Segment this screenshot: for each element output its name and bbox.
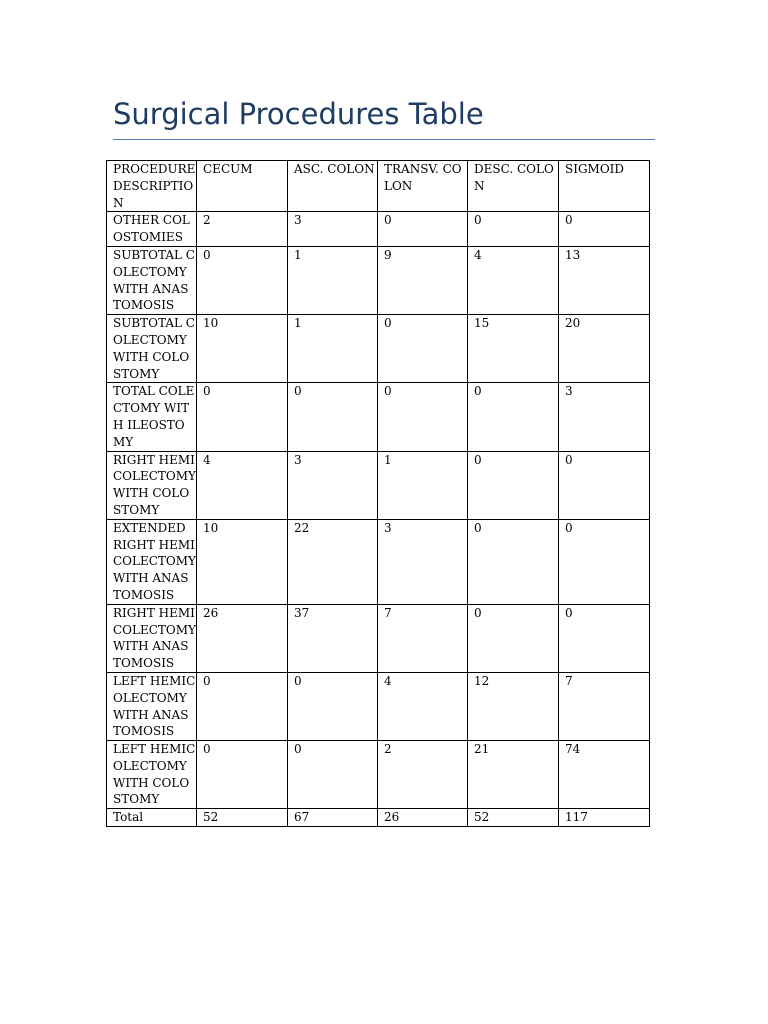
procedure-label: TOTAL COLECTOMY WITH ILEOSTOMY <box>113 384 195 449</box>
value-cell <box>559 315 650 383</box>
total-value-cell <box>378 809 468 827</box>
header-cell <box>378 161 468 212</box>
value-cell <box>378 519 468 604</box>
procedure-label: SUBTOTAL COLECTOMY WITH ANASTOMOSIS <box>113 247 195 313</box>
cell-value: 0 <box>565 452 573 467</box>
value-cell <box>288 246 378 314</box>
value-cell <box>288 383 378 451</box>
cell-value: 4 <box>474 247 482 262</box>
cell-value: 22 <box>294 520 310 535</box>
cell-value: 1 <box>294 247 302 262</box>
value-cell <box>197 672 288 740</box>
total-value-cell <box>197 809 288 827</box>
value-cell <box>288 315 378 383</box>
procedure-label: RIGHT HEMICOLECTOMY WITH COLOSTOMY <box>113 452 196 517</box>
cell-value: 1 <box>384 452 392 467</box>
value-cell <box>197 315 288 383</box>
table-row <box>107 451 650 519</box>
value-cell <box>288 741 378 809</box>
cell-value: 0 <box>294 673 302 688</box>
value-cell <box>288 451 378 519</box>
procedure-cell <box>107 383 197 451</box>
table-total-row <box>107 809 650 827</box>
cell-value: 37 <box>294 605 310 620</box>
value-cell <box>468 604 559 672</box>
value-cell <box>197 604 288 672</box>
cell-value: 0 <box>565 213 573 228</box>
cell-value: 0 <box>384 316 392 331</box>
cell-value: 4 <box>384 673 392 688</box>
value-cell <box>378 246 468 314</box>
cell-value: 9 <box>384 247 392 262</box>
value-cell <box>288 672 378 740</box>
procedure-cell <box>107 672 197 740</box>
value-cell <box>559 383 650 451</box>
value-cell <box>559 604 650 672</box>
value-cell <box>559 246 650 314</box>
value-cell <box>197 519 288 604</box>
cell-value: 13 <box>565 247 581 262</box>
total-label: Total <box>113 810 144 825</box>
cell-value: 0 <box>203 247 211 262</box>
cell-value: 12 <box>474 673 490 688</box>
header-desc-colon: DESC. COLON <box>474 162 554 193</box>
value-cell <box>468 212 559 247</box>
header-procedure-description: PROCEDURE DESCRIPTION <box>113 162 196 210</box>
cell-value: 0 <box>474 520 482 535</box>
value-cell <box>559 519 650 604</box>
cell-value: 0 <box>565 605 573 620</box>
value-cell <box>288 604 378 672</box>
cell-value: 3 <box>565 384 573 399</box>
value-cell <box>559 741 650 809</box>
procedure-label: EXTENDED RIGHT HEMICOLECTOMY WITH ANASTOMOSIS <box>113 520 196 602</box>
header-cell <box>107 161 197 212</box>
cell-value: 0 <box>474 213 482 228</box>
cell-value: 10 <box>203 520 219 535</box>
header-cell <box>468 161 559 212</box>
cell-value: 74 <box>565 742 581 757</box>
table-row <box>107 604 650 672</box>
procedure-label: LEFT HEMICOLECTOMY WITH ANASTOMOSIS <box>113 673 196 739</box>
value-cell <box>197 246 288 314</box>
cell-value: 0 <box>203 673 211 688</box>
value-cell <box>378 451 468 519</box>
table-row <box>107 672 650 740</box>
cell-value: 4 <box>203 452 211 467</box>
value-cell <box>468 741 559 809</box>
value-cell <box>468 451 559 519</box>
cell-value: 0 <box>474 384 482 399</box>
header-sigmoid: SIGMOID <box>565 162 625 176</box>
procedure-cell <box>107 741 197 809</box>
table-row <box>107 212 650 247</box>
header-asc-colon: ASC. COLON <box>294 162 375 176</box>
cell-value: 3 <box>294 213 302 228</box>
cell-value: 0 <box>294 742 302 757</box>
value-cell <box>197 212 288 247</box>
value-cell <box>378 212 468 247</box>
header-cell <box>559 161 650 212</box>
title-divider <box>113 139 655 140</box>
total-value-cell <box>559 809 650 827</box>
value-cell <box>378 604 468 672</box>
cell-value: 2 <box>203 213 211 228</box>
header-cecum: CECUM <box>203 162 253 176</box>
cell-value: 2 <box>384 742 392 757</box>
total-value-cell <box>468 809 559 827</box>
value-cell <box>378 383 468 451</box>
total-value: 52 <box>203 810 219 825</box>
header-transv-colon: TRANSV. COLON <box>384 162 462 193</box>
procedure-cell <box>107 451 197 519</box>
total-value: 26 <box>384 810 400 825</box>
cell-value: 0 <box>474 605 482 620</box>
value-cell <box>378 741 468 809</box>
total-value: 67 <box>294 810 310 825</box>
procedure-cell <box>107 604 197 672</box>
value-cell <box>468 519 559 604</box>
value-cell <box>559 672 650 740</box>
table-row <box>107 741 650 809</box>
total-value: 52 <box>474 810 490 825</box>
total-value: 117 <box>565 810 588 825</box>
total-value-cell <box>288 809 378 827</box>
procedure-label: LEFT HEMICOLECTOMY WITH COLOSTOMY <box>113 742 196 807</box>
header-cell <box>288 161 378 212</box>
procedures-table <box>106 160 650 827</box>
value-cell <box>288 212 378 247</box>
cell-value: 20 <box>565 316 581 331</box>
cell-value: 3 <box>384 520 392 535</box>
value-cell <box>468 672 559 740</box>
table-row <box>107 383 650 451</box>
procedure-cell <box>107 315 197 383</box>
cell-value: 0 <box>565 520 573 535</box>
value-cell <box>197 741 288 809</box>
value-cell <box>197 383 288 451</box>
value-cell <box>559 451 650 519</box>
value-cell <box>468 315 559 383</box>
header-cell <box>197 161 288 212</box>
page-title: Surgical Procedures Table <box>113 97 484 131</box>
value-cell <box>378 672 468 740</box>
cell-value: 7 <box>384 605 392 620</box>
cell-value: 3 <box>294 452 302 467</box>
procedure-cell <box>107 212 197 247</box>
cell-value: 0 <box>203 384 211 399</box>
table-row <box>107 315 650 383</box>
cell-value: 10 <box>203 316 219 331</box>
table-header-row <box>107 161 650 212</box>
value-cell <box>468 246 559 314</box>
cell-value: 0 <box>474 452 482 467</box>
cell-value: 26 <box>203 605 219 620</box>
procedure-cell <box>107 519 197 604</box>
value-cell <box>288 519 378 604</box>
cell-value: 0 <box>384 384 392 399</box>
value-cell <box>468 383 559 451</box>
value-cell <box>378 315 468 383</box>
procedure-cell <box>107 246 197 314</box>
cell-value: 0 <box>294 384 302 399</box>
total-label-cell <box>107 809 197 827</box>
cell-value: 7 <box>565 673 573 688</box>
procedure-label: RIGHT HEMICOLECTOMY WITH ANASTOMOSIS <box>113 605 196 671</box>
table-row <box>107 246 650 314</box>
cell-value: 0 <box>203 742 211 757</box>
value-cell <box>197 451 288 519</box>
cell-value: 0 <box>384 213 392 228</box>
cell-value: 1 <box>294 316 302 331</box>
value-cell <box>559 212 650 247</box>
table-row <box>107 519 650 604</box>
procedure-label: OTHER COLOSTOMIES <box>113 213 190 245</box>
procedure-label: SUBTOTAL COLECTOMY WITH COLOSTOMY <box>113 316 195 381</box>
cell-value: 15 <box>474 316 490 331</box>
cell-value: 21 <box>474 742 490 757</box>
